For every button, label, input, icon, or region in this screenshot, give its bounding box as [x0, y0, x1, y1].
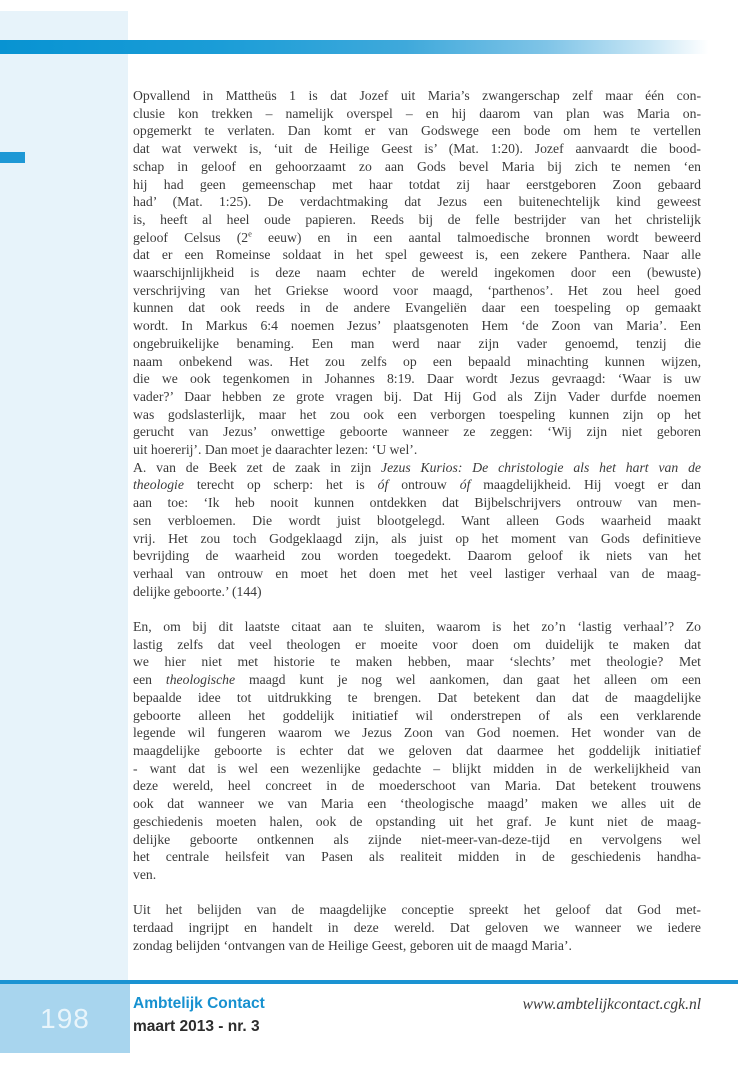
text-line: is, heeft al heel oude papieren. Reeds bij de felle bestrijder van het christelijk [133, 211, 701, 227]
text-line: een theologische maagd kunt je nog wel aankomen, dan gaat het alleen om een [133, 672, 701, 688]
text-line: geboorte alleen het goddelijk initiatief wil onderstrepen of als een verklarende [133, 707, 701, 723]
paragraph [133, 87, 701, 600]
page-number: 198 [40, 1002, 90, 1034]
top-gradient-bar [0, 40, 738, 54]
text-line: En, om bij dit laatste citaat aan te sluiten, waarom is het zo’n ‘lastig verhaal’? Zo [133, 619, 701, 635]
text-line: delijke geboorte.’ (144) [133, 583, 262, 599]
text-line: naam onbekend was. Het zou zelfs op een bepaald minachting kunnen wijzen, [133, 353, 701, 369]
text-line: ongebruikelijke benaming. Een man werd naar zijn vader genoemd, tenzij die [133, 335, 701, 351]
text-line: vrij. Het zou toch Godgeklaagd zijn, als juist op het moment van Gods definitieve [133, 530, 701, 546]
text-line: A. van de Beek zet de zaak in zijn Jezus Kurios: De christologie als het hart van de [133, 459, 701, 475]
text-line: verschrijving van het Griekse woord voor maagd, ‘parthenos’. Het zou heel goed [133, 282, 701, 298]
text-line: waarschijnlijkheid is deze naam echter de wereld ingekomen door een (bewuste) [133, 265, 701, 281]
text-line: was godslasterlijk, maar het zou ook een verborgen toespeling kunnen zijn op het [133, 406, 701, 422]
page-number-box [0, 984, 130, 1053]
text-line: had’ (Mat. 1:25). De verdachtmaking dat Jezus een buitenechtelijk kind geweest [133, 194, 701, 210]
text-line: - want dat is wel een wezenlijke gedachte – blijkt midden in de werkelijkheid van [133, 760, 701, 776]
text-line: Opvallend in Mattheüs 1 is dat Jozef uit Maria’s zwangerschap zelf maar één con- [133, 88, 701, 103]
issue-info: maart 2013 - nr. 3 [133, 1018, 260, 1035]
text-line: wordt. In Markus 6:4 noemen Jezus’ plaatsgenoten Hem ‘de Zoon van Maria’. Een [133, 318, 701, 334]
text-line: vader?’ Daar hebben ze grote vragen bij. Dat Hij God als Zijn Vader durfde noemen [133, 388, 701, 404]
text-line: uit hoererij’. Dan moet je daarachter lezen: ‘U wel’. [133, 442, 418, 458]
website-url: www.ambtelijkcontact.cgk.nl [522, 996, 701, 1013]
text-line: bepaalde idee tot uitdrukking te brengen. Dat betekent dan dat de maagdelijke [133, 689, 701, 705]
text-line: ook dat wanneer we van Maria een ‘theologische maagd’ maken we alles uit de [133, 796, 701, 812]
text-line: het centrale heilsfeit van Pasen als realiteit midden in de geschiedenis handha- [133, 849, 701, 865]
article-text [133, 87, 701, 954]
text-line: lastig zelfs dat veel theologen er moeite voor doen om duidelijk te maken dat [133, 636, 701, 652]
text-line: clusie kon trekken – namelijk overspel – en hij daarom van plan was Maria on- [133, 105, 701, 121]
text-line: verhaal van ontrouw en moet het doen met het veel lastiger verhaal van de maag- [133, 565, 701, 581]
text-line: ven. [133, 866, 157, 882]
text-line: zondag belijden ‘ontvangen van de Heilige Geest, geboren uit de maagd Maria’. [133, 937, 572, 953]
text-line: dat er een Romeinse soldaat in het spel geweest is, een zekere Panthera. Naar alle [133, 247, 701, 263]
margin-accent-mark [0, 152, 25, 163]
text-line: geloof Celsus (2e eeuw) en in een aantal talmoedische bronnen wordt beweerd [133, 228, 702, 245]
paragraph [133, 618, 701, 884]
text-line: we hier niet met historie te maken hebben, maar ‘slechts’ met theologie? Met [133, 654, 701, 670]
text-line: gerucht van Jezus’ onwettige geboorte wanneer ze zeggen: ‘Wij zijn niet geboren [133, 424, 701, 440]
text-line: Uit het belijden van de maagdelijke conceptie spreekt het geloof dat God met- [133, 902, 701, 918]
footer-journal-info [133, 994, 265, 1036]
text-line: hij had geen gemeenschap met haar totdat zij haar eerstgeboren Zoon gebaard [133, 176, 701, 192]
text-line: delijke geboorte ontkennen als zijnde niet-meer-van-deze-tijd en vervolgens wel [133, 831, 701, 847]
text-line: geschiedenis moeten halen, ook de opstanding uit het graf. Je kunt niet de maag- [133, 813, 701, 829]
text-line: schap in geloof en gehoorzaamt zo aan Gods bevel Maria bij zich te nemen ‘en [133, 158, 701, 174]
text-line: opgemerkt te verlaten. Dan komt er van Godswege een bode om hem te vertellen [133, 123, 701, 139]
text-line: deze wereld, heel concreet in de moederschoot van Maria. Dat betekent trouwens [133, 778, 701, 794]
paragraph [133, 901, 701, 954]
text-line: bevrijding de waarheid zou worden toegedekt. Daarom geloof ik niets van het [133, 548, 701, 564]
text-line: kunnen dat ook reeds in de andere Evangeliën daar een toespeling op gemaakt [133, 300, 701, 316]
text-line: legende wil fungeren waarom we Jezus Zoon van God noemen. Het wonder van de [133, 725, 701, 741]
journal-title: Ambtelijk Contact [133, 995, 265, 1012]
text-line: die we ook tegenkomen in Johannes 8:19. Daar wordt Jezus gevraagd: ‘Waar is uw [133, 371, 701, 387]
text-line: aan toe: ‘Ik heb nooit kunnen ontdekken dat Bijbelschrijvers ontrouw van men- [133, 495, 701, 511]
text-line: maagdelijke geboorte is echter dat we geloven dat daarmee het goddelijk initiatief [133, 743, 701, 758]
text-line: theologie terecht op scherp: het is óf ontrouw óf maagdelijkheid. Hij voegt er dan [133, 477, 701, 493]
text-line: sen verbloemen. Die wordt juist blootgelegd. Want alleen Gods waarheid maakt [133, 512, 701, 528]
text-line: terdaad ingrijpt en handelt in deze wereld. Dat geloven we wanneer we iedere [133, 920, 701, 936]
text-line: dat wat verwekt is, ‘uit de Heilige Geest is’ (Mat. 1:20). Jozef aanvaardt die bood- [133, 141, 701, 157]
